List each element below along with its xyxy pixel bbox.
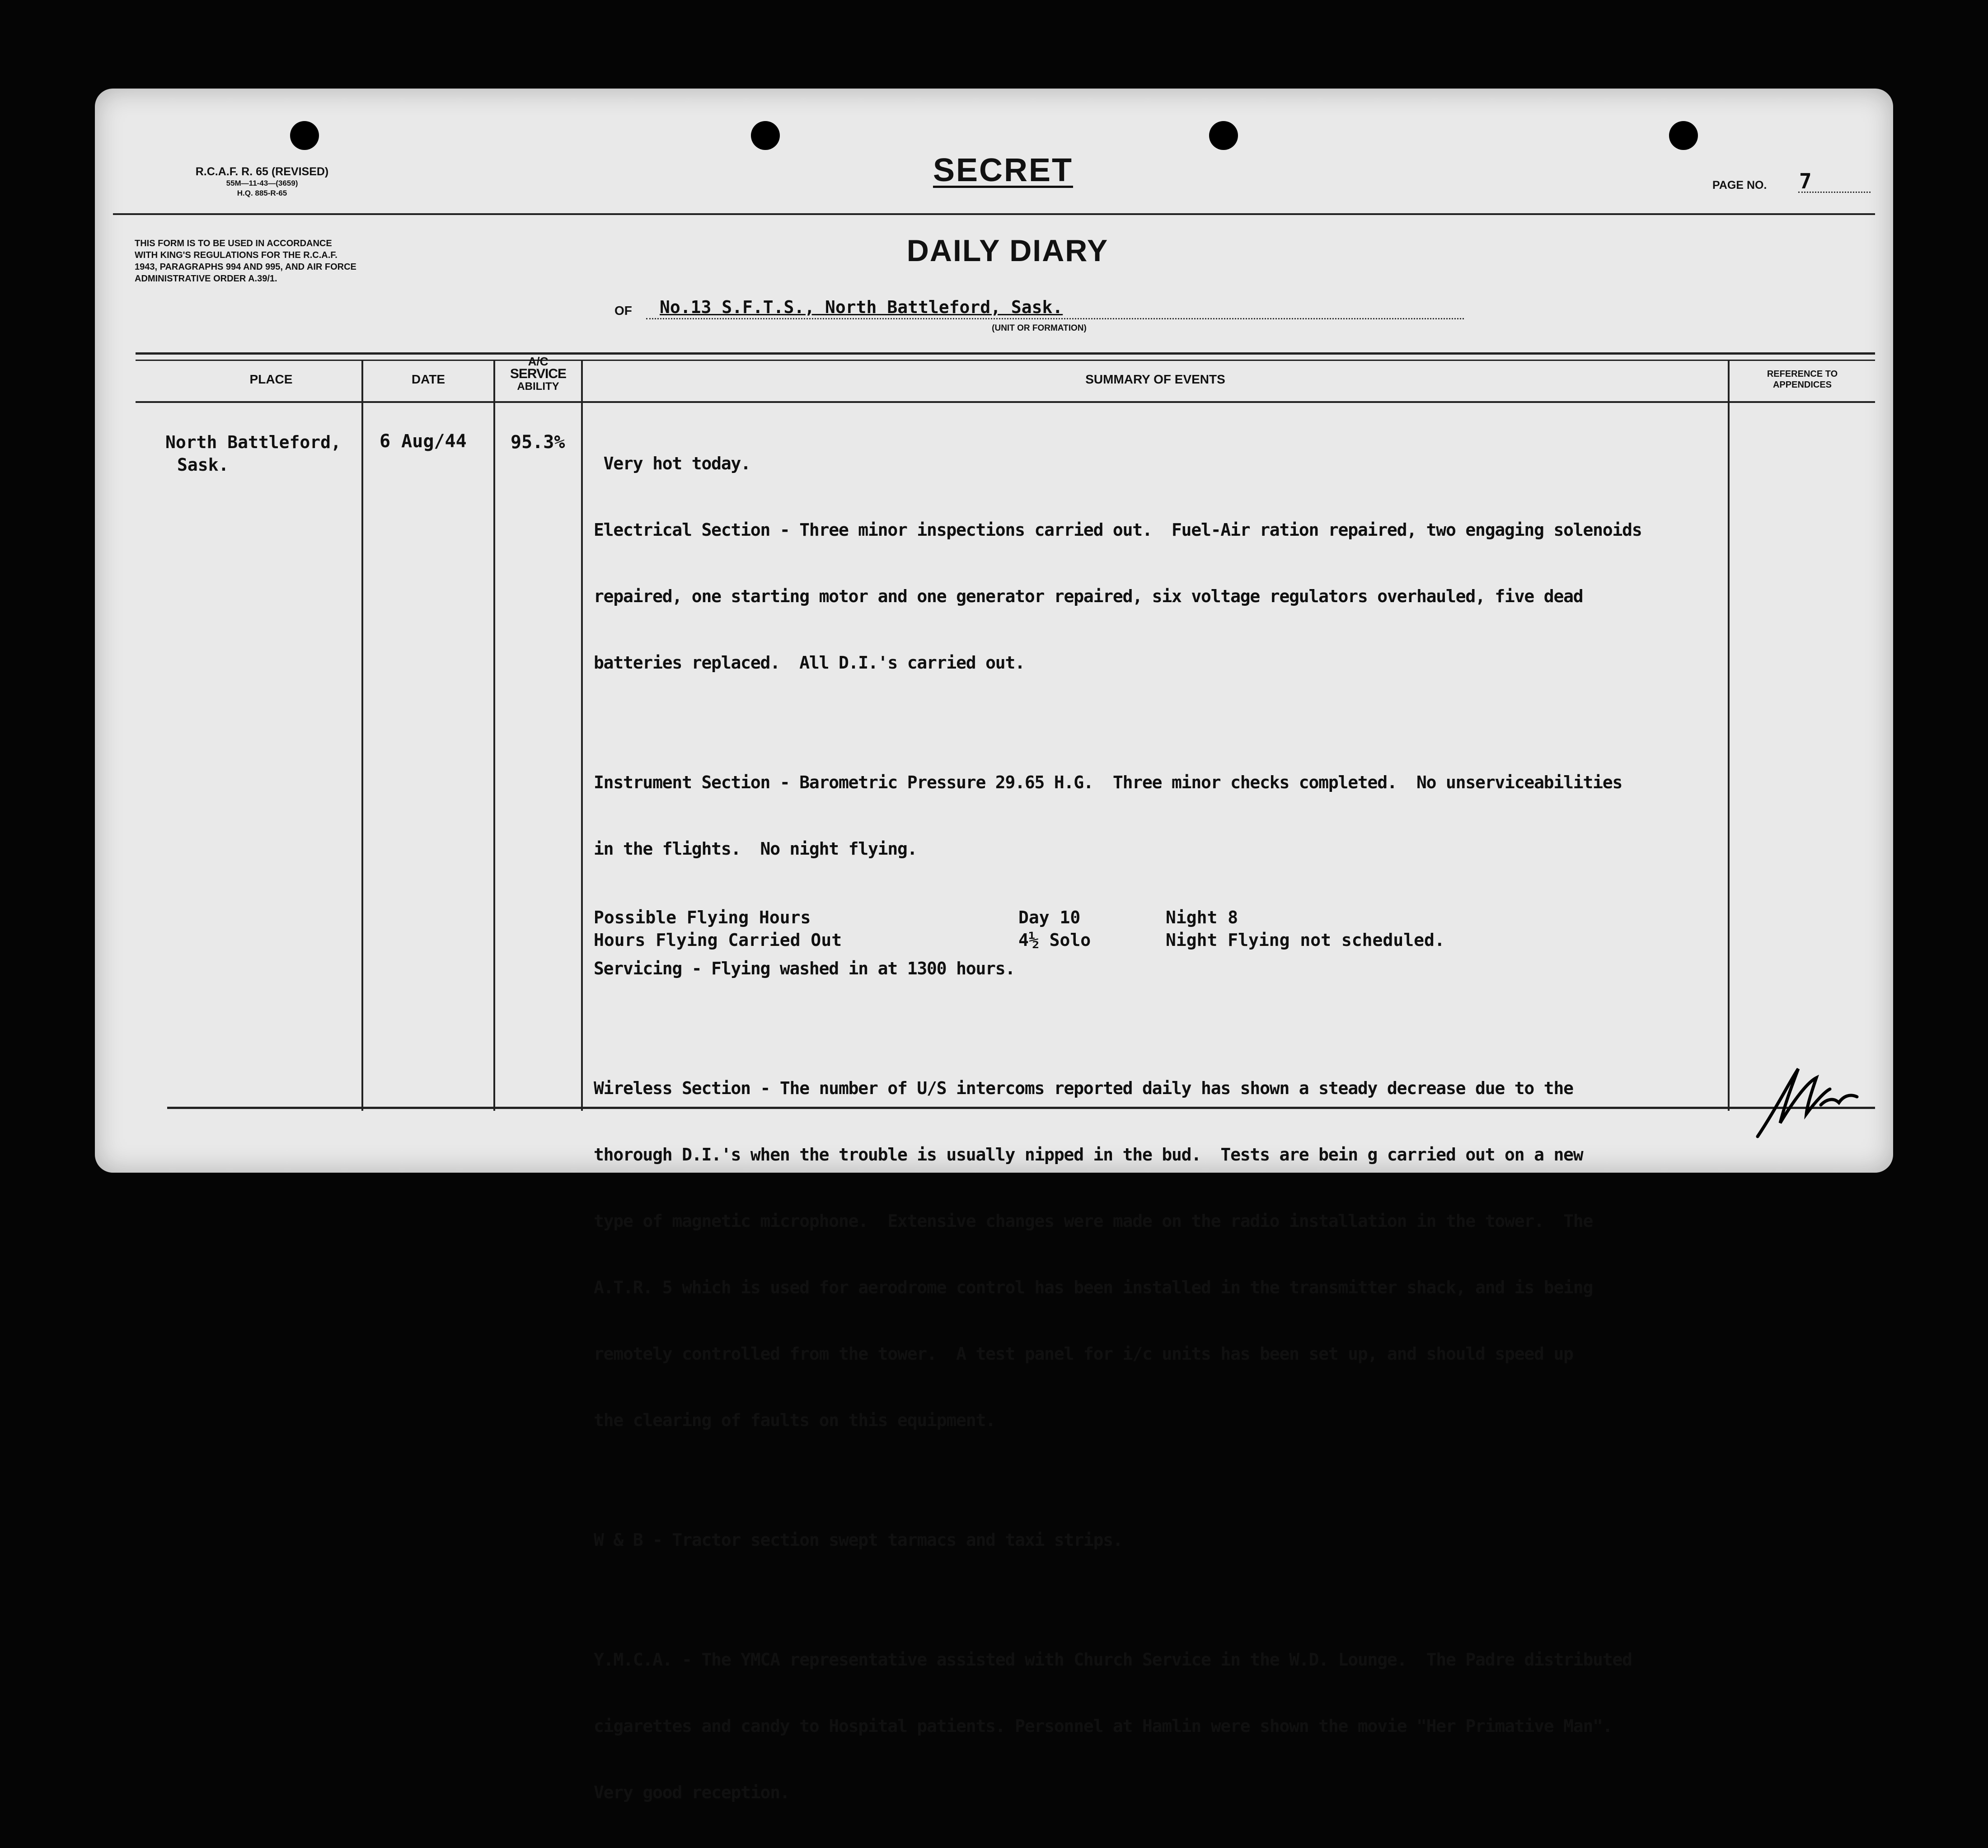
flying-hours-block <box>594 906 842 951</box>
summary-of-events <box>594 408 1642 1848</box>
column-divider <box>361 361 363 1111</box>
summary-line: Instrument Section - Barometric Pressure 29.65 H.G. Three minor checks completed. No unserviceabilities <box>594 772 1622 792</box>
table-top-rule-inner <box>136 360 1875 361</box>
summary-line: W & B - Tractor section swept tarmacs and taxi strips. <box>594 1530 1123 1550</box>
diary-sheet <box>95 89 1893 1802</box>
unit-name: No.13 S.F.T.S., North Battleford, Sask. <box>660 297 1063 317</box>
summary-line: repaired, one starting motor and one generator repaired, six voltage regulators overhauled, five dead <box>594 586 1583 606</box>
page-number: 7 <box>1799 169 1812 193</box>
entry-place <box>165 431 341 476</box>
of-label: OF <box>614 304 632 318</box>
print-code: 55M—11-43—(3659) <box>226 179 298 187</box>
summary-line: thorough D.I.'s when the trouble is usually nipped in the bud. Tests are bein g carried out on a new <box>594 1145 1583 1165</box>
carried-night-hours: Night Flying not scheduled. <box>1166 930 1445 950</box>
reference-header-line: REFERENCE TO <box>1767 369 1838 379</box>
summary-line: remotely controlled from the tower. A test panel for i/c units has been set up, and should speed up <box>594 1344 1573 1364</box>
summary-line <box>594 1476 1642 1485</box>
summary-line: Electrical Section - Three minor inspections carried out. Fuel-Air ration repaired, two engaging solenoids <box>594 520 1642 540</box>
serviceability-header-line: SERVICE <box>510 366 567 381</box>
entry-place-line: North Battleford, <box>165 432 341 452</box>
possible-day-hours: Day 10 <box>1018 908 1081 927</box>
column-header-place: PLACE <box>249 372 293 386</box>
column-header-reference <box>1730 369 1875 390</box>
summary-line: A.T.R. 5 which is used for aerodrome control has been installed in the transmitter shack, and is being <box>594 1277 1593 1297</box>
punch-hole <box>751 121 780 150</box>
possible-night-hours: Night 8 <box>1166 908 1238 927</box>
page-number-label: PAGE NO. <box>1712 179 1767 192</box>
top-rule <box>113 213 1875 215</box>
summary-line <box>594 1595 1642 1605</box>
flying-night-block <box>1166 906 1445 951</box>
reference-header-line: APPENDICES <box>1772 380 1832 390</box>
summary-line: batteries replaced. All D.I.'s carried out. <box>594 653 1025 673</box>
column-header-summary: SUMMARY OF EVENTS <box>1085 372 1225 386</box>
entry-place-line: Sask. <box>177 455 229 475</box>
summary-line: Very good reception. <box>594 1783 790 1802</box>
form-instructions <box>135 238 496 285</box>
serviceability-header-line: A/C <box>528 355 549 368</box>
summary-line: type of magnetic microphone. Extensive changes were made on the radio installation in the tower. The <box>594 1211 1593 1231</box>
classification-heading: SECRET <box>933 152 1074 188</box>
table-header-rule <box>136 401 1875 403</box>
summary-line <box>594 718 1642 727</box>
column-header-date: DATE <box>411 372 445 386</box>
hq-reference: H.Q. 885-R-65 <box>237 189 287 197</box>
summary-line: Wireless Section - The number of U/S intercoms reported daily has shown a steady decrease due to the <box>594 1078 1573 1098</box>
punch-hole <box>1669 121 1698 150</box>
entry-date: 6 Aug/44 <box>380 431 467 452</box>
instructions-line: 1943, PARAGRAPHS 994 AND 995, AND AIR FORCE <box>135 262 356 272</box>
punch-hole <box>1209 121 1238 150</box>
entry-serviceability: 95.3% <box>511 432 565 453</box>
summary-line: in the flights. No night flying. <box>594 839 917 859</box>
flying-day-block <box>1018 906 1091 951</box>
form-code-block <box>145 165 380 198</box>
instructions-line: THIS FORM IS TO BE USED IN ACCORDANCE <box>135 239 332 248</box>
hours-carried-out-label: Hours Flying Carried Out <box>594 930 842 950</box>
instructions-line: WITH KING'S REGULATIONS FOR THE R.C.A.F. <box>135 250 338 260</box>
signature-mark <box>1749 1055 1875 1146</box>
summary-line: cigarettes and candy to Hospital patients. Personnel at Hamlin were shown the movie "Her Primative Man". <box>594 1716 1613 1736</box>
column-divider <box>581 361 583 1111</box>
punch-hole <box>290 121 319 150</box>
summary-line: Y.M.C.A. - The YMCA representative assisted with Church Service in the W.D. Lounge. The Padre distributed <box>594 1650 1632 1670</box>
column-divider <box>1728 361 1730 1111</box>
serviceability-header-line: ABILITY <box>517 380 559 393</box>
column-header-serviceability <box>495 355 581 393</box>
possible-flying-hours-label: Possible Flying Hours <box>594 908 811 927</box>
carried-day-hours: 4½ Solo <box>1018 930 1091 950</box>
instructions-line: ADMINISTRATIVE ORDER A.39/1. <box>135 274 277 284</box>
column-divider <box>493 361 495 1111</box>
form-number: R.C.A.F. R. 65 (REVISED) <box>195 165 329 178</box>
summary-line: the clearing of faults on this equipment. <box>594 1410 995 1430</box>
summary-line: Servicing - Flying washed in at 1300 hours. <box>594 959 1015 978</box>
summary-line <box>594 1024 1642 1033</box>
summary-line: Very hot today. <box>594 454 750 473</box>
unit-underline <box>646 318 1464 319</box>
unit-caption: (UNIT OR FORMATION) <box>992 323 1087 333</box>
table-top-rule <box>136 352 1875 355</box>
diary-title: DAILY DIARY <box>906 234 1109 268</box>
